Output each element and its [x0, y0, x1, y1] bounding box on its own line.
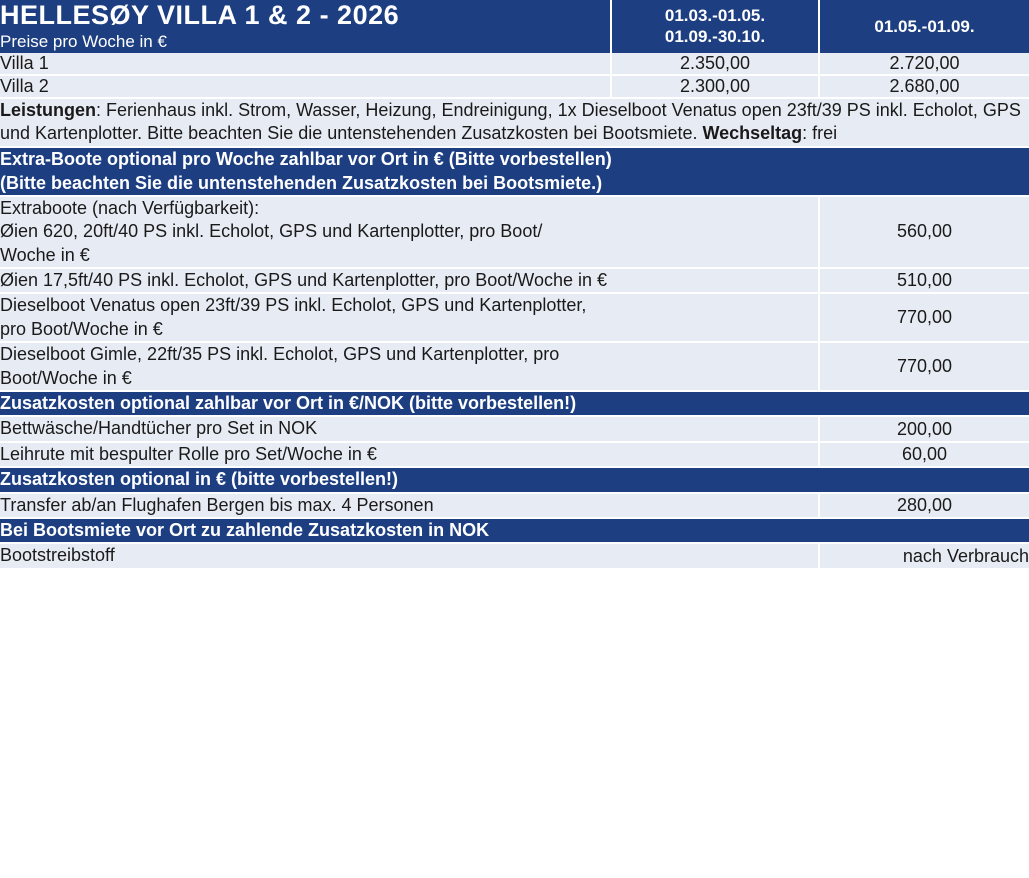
- item-line-1: Extraboote (nach Verfügbarkeit):: [0, 197, 260, 218]
- table-row: [0, 493, 1029, 518]
- header-title-cell: [0, 0, 611, 53]
- table-row: [0, 543, 1029, 568]
- item-line-2: Øien 620, 20ft/40 PS inkl. Echolot, GPS und Kartenplotter, pro Boot/: [0, 221, 543, 242]
- villa-1-price-period-2: 2.720,00: [819, 53, 1029, 75]
- column-header-period-1: [611, 0, 819, 53]
- villa-2-label: Villa 2: [0, 75, 611, 98]
- item-bettwaesche: Bettwäsche/Handtücher pro Set in NOK: [0, 416, 819, 441]
- period-1-line-1: 01.03.-01.05.: [664, 6, 766, 26]
- item-price-bootstreibstoff: nach Verbrauch: [819, 543, 1029, 568]
- section-title-line-2: (Bitte beachten Sie die untenstehenden Zusatzkosten bei Bootsmiete.): [0, 172, 603, 193]
- services-row: [0, 98, 1029, 148]
- item-price-extraboote-oien620: 560,00: [819, 196, 1029, 268]
- item-transfer: Transfer ab/an Flughafen Bergen bis max. 4 Personen: [0, 493, 819, 518]
- item-gimle: [0, 342, 819, 391]
- section-header-extra-costs-nok: [0, 391, 1029, 416]
- section-title-boat-rental-onsite: Bei Bootsmiete vor Ort zu zahlende Zusatzkosten in NOK: [0, 518, 1029, 543]
- period-2-label: 01.05.-01.09.: [874, 16, 975, 36]
- item-oien-17-5ft: Øien 17,5ft/40 PS inkl. Echolot, GPS und Kartenplotter, pro Boot/Woche in €: [0, 268, 819, 293]
- services-body-2: : frei: [802, 123, 838, 144]
- services-body-1: : Ferienhaus inkl. Strom, Wasser, Heizung, Endreinigung, 1x Dieselboot Venatus open 23ft/39 PS inkl. Echolot, GPS und Kartenplotter. Bitte beachten Sie die untenstehenden Zusatzkosten bei Bootsmiete.: [0, 99, 1021, 144]
- section-header-extra-costs-eur: [0, 467, 1029, 492]
- table-row: [0, 196, 1029, 268]
- table-row: [0, 442, 1029, 467]
- item-leihrute: Leihrute mit bespulter Rolle pro Set/Woche in €: [0, 442, 819, 467]
- item-price-bettwaesche: 200,00: [819, 416, 1029, 441]
- item-line-2: Boot/Woche in €: [0, 367, 132, 388]
- item-extraboote-oien620: [0, 196, 819, 268]
- page-title: HELLESØY VILLA 1 & 2 - 2026: [0, 0, 400, 30]
- villa-1-label: Villa 1: [0, 53, 611, 75]
- villa-1-price-period-1: 2.350,00: [611, 53, 819, 75]
- section-title-extra-costs-eur: Zusatzkosten optional in € (bitte vorbestellen!): [0, 467, 1029, 492]
- changeday-label: Wechseltag: [702, 123, 803, 144]
- item-price-venatus-open: 770,00: [819, 293, 1029, 342]
- item-line-2: pro Boot/Woche in €: [0, 318, 163, 339]
- period-1-line-2: 01.09.-30.10.: [664, 27, 766, 47]
- table-header-row: [0, 0, 1029, 53]
- column-header-period-2: [819, 0, 1029, 53]
- item-line-1: Dieselboot Venatus open 23ft/39 PS inkl. Echolot, GPS und Kartenplotter,: [0, 295, 587, 316]
- table-row: [0, 293, 1029, 342]
- item-line-1: Dieselboot Gimle, 22ft/35 PS inkl. Echolot, GPS und Kartenplotter, pro: [0, 344, 560, 365]
- table-row: [0, 268, 1029, 293]
- item-price-transfer: 280,00: [819, 493, 1029, 518]
- table-row: [0, 342, 1029, 391]
- item-venatus-open: [0, 293, 819, 342]
- section-header-boat-rental-onsite: [0, 518, 1029, 543]
- item-line-3: Woche in €: [0, 244, 90, 265]
- villa-2-price-period-2: 2.680,00: [819, 75, 1029, 98]
- villa-2-price-period-1: 2.300,00: [611, 75, 819, 98]
- item-price-oien-17-5ft: 510,00: [819, 268, 1029, 293]
- page-subtitle: Preise pro Woche in €: [0, 32, 167, 52]
- section-title-extra-boats: [0, 147, 1029, 196]
- item-bootstreibstoff: Bootstreibstoff: [0, 543, 819, 568]
- item-price-gimle: 770,00: [819, 342, 1029, 391]
- table-row: [0, 53, 1029, 75]
- section-title-extra-costs-nok: Zusatzkosten optional zahlbar vor Ort in €/NOK (bitte vorbestellen!): [0, 391, 1029, 416]
- item-price-leihrute: 60,00: [819, 442, 1029, 467]
- section-title-line-1: Extra-Boote optional pro Woche zahlbar vor Ort in € (Bitte vorbestellen): [0, 149, 612, 170]
- services-label: Leistungen: [0, 99, 97, 120]
- section-header-extra-boats: [0, 147, 1029, 196]
- services-text: [0, 98, 1029, 148]
- table-row: [0, 75, 1029, 98]
- table-row: [0, 416, 1029, 441]
